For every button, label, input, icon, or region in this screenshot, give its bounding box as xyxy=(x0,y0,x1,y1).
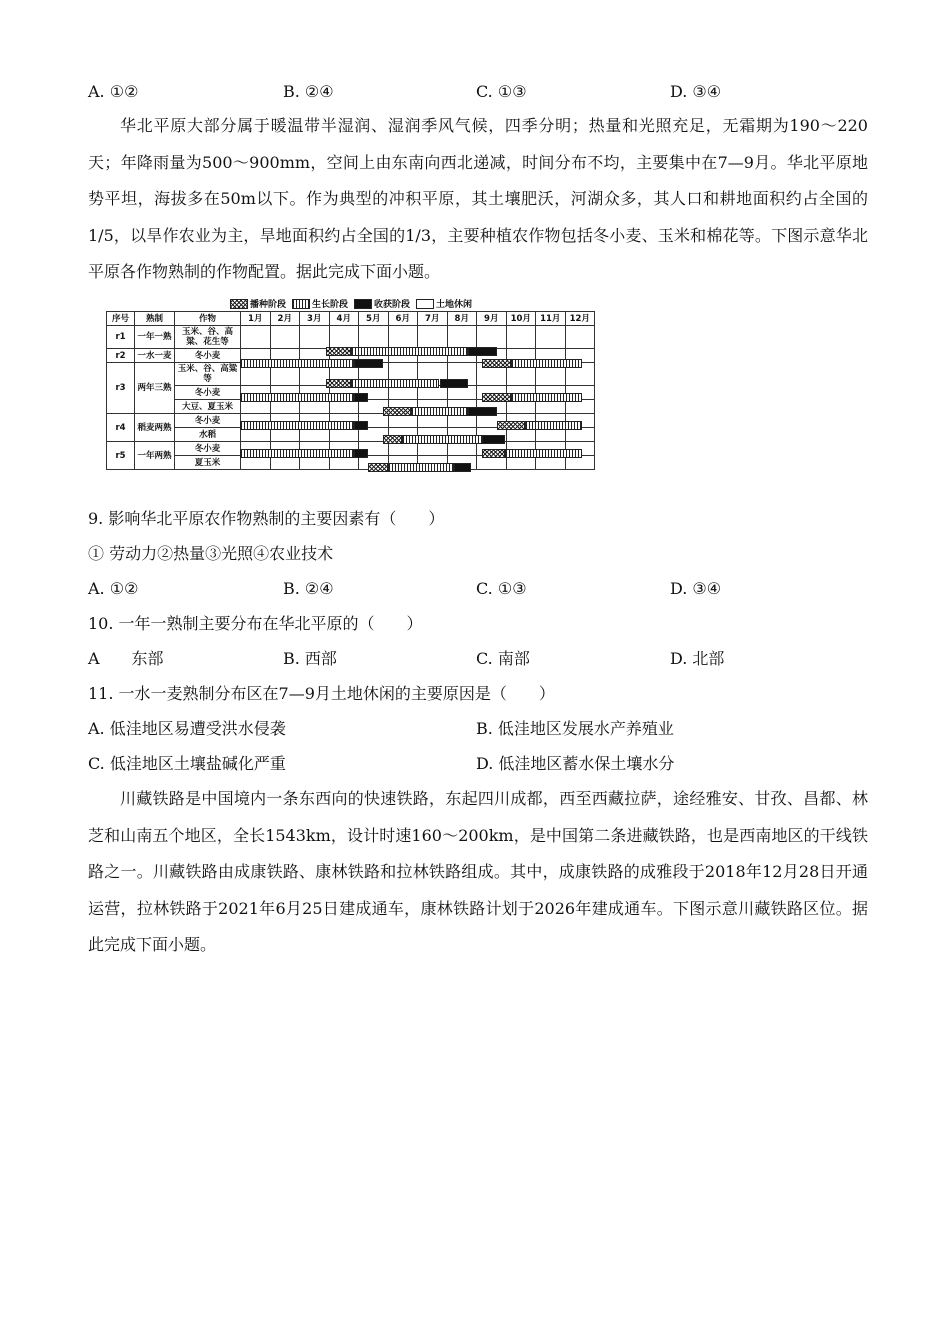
table-row xyxy=(107,349,595,363)
row-id: r3 xyxy=(107,363,135,414)
crop-calendar-figure xyxy=(106,297,590,479)
header-cell: 作物 xyxy=(175,312,241,326)
header-cell: 11月 xyxy=(536,312,566,326)
row-crop: 夏玉米 xyxy=(175,456,241,470)
q11-stem: 11. 一水一麦熟制分布区在7—9月土地休闲的主要原因是（ ） xyxy=(88,684,555,703)
row-system: 一年两熟 xyxy=(135,442,175,470)
row-id: r5 xyxy=(107,442,135,470)
header-cell: 9月 xyxy=(477,312,507,326)
header-cell: 12月 xyxy=(565,312,595,326)
legend-fallow: 土地休闲 xyxy=(416,297,472,310)
crop-calendar-table xyxy=(106,311,595,470)
row-system: 一年一熟 xyxy=(135,326,175,349)
table-row xyxy=(107,326,595,349)
figure-legend xyxy=(230,297,472,309)
q9-items: ① 劳动力②热量③光照④农业技术 xyxy=(88,544,334,563)
q10-option-c: C. 南部 xyxy=(476,649,530,668)
q10-stem: 10. 一年一熟制主要分布在华北平原的（ ） xyxy=(88,614,423,633)
header-cell: 6月 xyxy=(388,312,418,326)
header-cell: 4月 xyxy=(329,312,359,326)
header-cell: 10月 xyxy=(506,312,536,326)
row-system: 两年三熟 xyxy=(135,363,175,414)
header-cell: 7月 xyxy=(418,312,448,326)
row-crop: 冬小麦 xyxy=(175,349,241,363)
q9-option-d: D. ③④ xyxy=(670,579,722,598)
legend-harvest: 收获阶段 xyxy=(354,297,410,310)
passage-north-china-plain: 华北平原大部分属于暖温带半湿润、湿润季风气候，四季分明；热量和光照充足，无霜期为190～220天；年降雨量为500～900mm，空间上由东南向西北递减，时间分布不均，主要集中在7—9月。华北平原地势平坦，海拔多在50m以下。作为典型的冲积平原，其土壤肥沃，河湖众多，其人口和耕地面积约占全国的1/5，以旱作农业为主，旱地面积约占全国的1/3，主要种植农作物包括冬小麦、玉米和棉花等。下图示意华北平原各作物熟制的作物配置。据此完成下面小题。 xyxy=(88,116,868,281)
q9-option-b: B. ②④ xyxy=(283,579,334,598)
table-header-row xyxy=(107,312,595,326)
legend-sowing: 播种阶段 xyxy=(230,297,286,310)
row-crop: 冬小麦 xyxy=(175,414,241,428)
row-id: r1 xyxy=(107,326,135,349)
row-crop: 水稻 xyxy=(175,428,241,442)
header-cell: 8月 xyxy=(447,312,477,326)
prev-option-b: B. ②④ xyxy=(283,82,334,101)
row-crop: 玉米、谷、高粱等 xyxy=(175,363,241,386)
row-id: r4 xyxy=(107,414,135,442)
q11-option-b: B. 低洼地区发展水产养殖业 xyxy=(476,719,674,738)
passage-sichuan-tibet-railway: 川藏铁路是中国境内一条东西向的快速铁路，东起四川成都，西至西藏拉萨，途经雅安、甘孜、昌都、林芝和山南五个地区，全长1543km，设计时速160～200km，是中国第二条进藏铁路，也是西南地区的干线铁路之一。川藏铁路由成康铁路、康林铁路和拉林铁路组成。其中，成康铁路的成雅段于2018年12月28日开通运营，拉林铁路于2021年6月25日建成通车，康林铁路计划于2026年建成通车。下图示意川藏铁路区位。据此完成下面小题。 xyxy=(88,789,868,954)
table-row xyxy=(107,414,595,428)
q10-option-a: A 东部 xyxy=(88,649,164,668)
q10-option-b: B. 西部 xyxy=(283,649,337,668)
header-cell: 熟制 xyxy=(135,312,175,326)
prev-option-c: C. ①③ xyxy=(476,82,527,101)
q11-option-c: C. 低洼地区土壤盐碱化严重 xyxy=(88,754,286,773)
row-system: 一水一麦 xyxy=(135,349,175,363)
row-system: 稻麦两熟 xyxy=(135,414,175,442)
table-row xyxy=(107,442,595,456)
row-crop: 玉米、谷、高粱、花生等 xyxy=(175,326,241,349)
header-cell: 3月 xyxy=(300,312,330,326)
q11-option-a: A. 低洼地区易遭受洪水侵袭 xyxy=(88,719,286,738)
header-cell: 序号 xyxy=(107,312,135,326)
q9-option-c: C. ①③ xyxy=(476,579,527,598)
row-crop: 大豆、夏玉米 xyxy=(175,400,241,414)
header-cell: 1月 xyxy=(241,312,271,326)
header-cell: 5月 xyxy=(359,312,389,326)
q9-stem: 9. 影响华北平原农作物熟制的主要因素有（ ） xyxy=(88,509,445,528)
q10-option-d: D. 北部 xyxy=(670,649,725,668)
table-row xyxy=(107,363,595,386)
legend-growing: 生长阶段 xyxy=(292,297,348,310)
q11-option-d: D. 低洼地区蓄水保土壤水分 xyxy=(476,754,675,773)
row-id: r2 xyxy=(107,349,135,363)
header-cell: 2月 xyxy=(270,312,300,326)
q9-option-a: A. ①② xyxy=(88,579,139,598)
prev-option-d: D. ③④ xyxy=(670,82,722,101)
row-crop: 冬小麦 xyxy=(175,442,241,456)
row-crop: 冬小麦 xyxy=(175,386,241,400)
prev-option-a: A. ①② xyxy=(88,82,139,101)
